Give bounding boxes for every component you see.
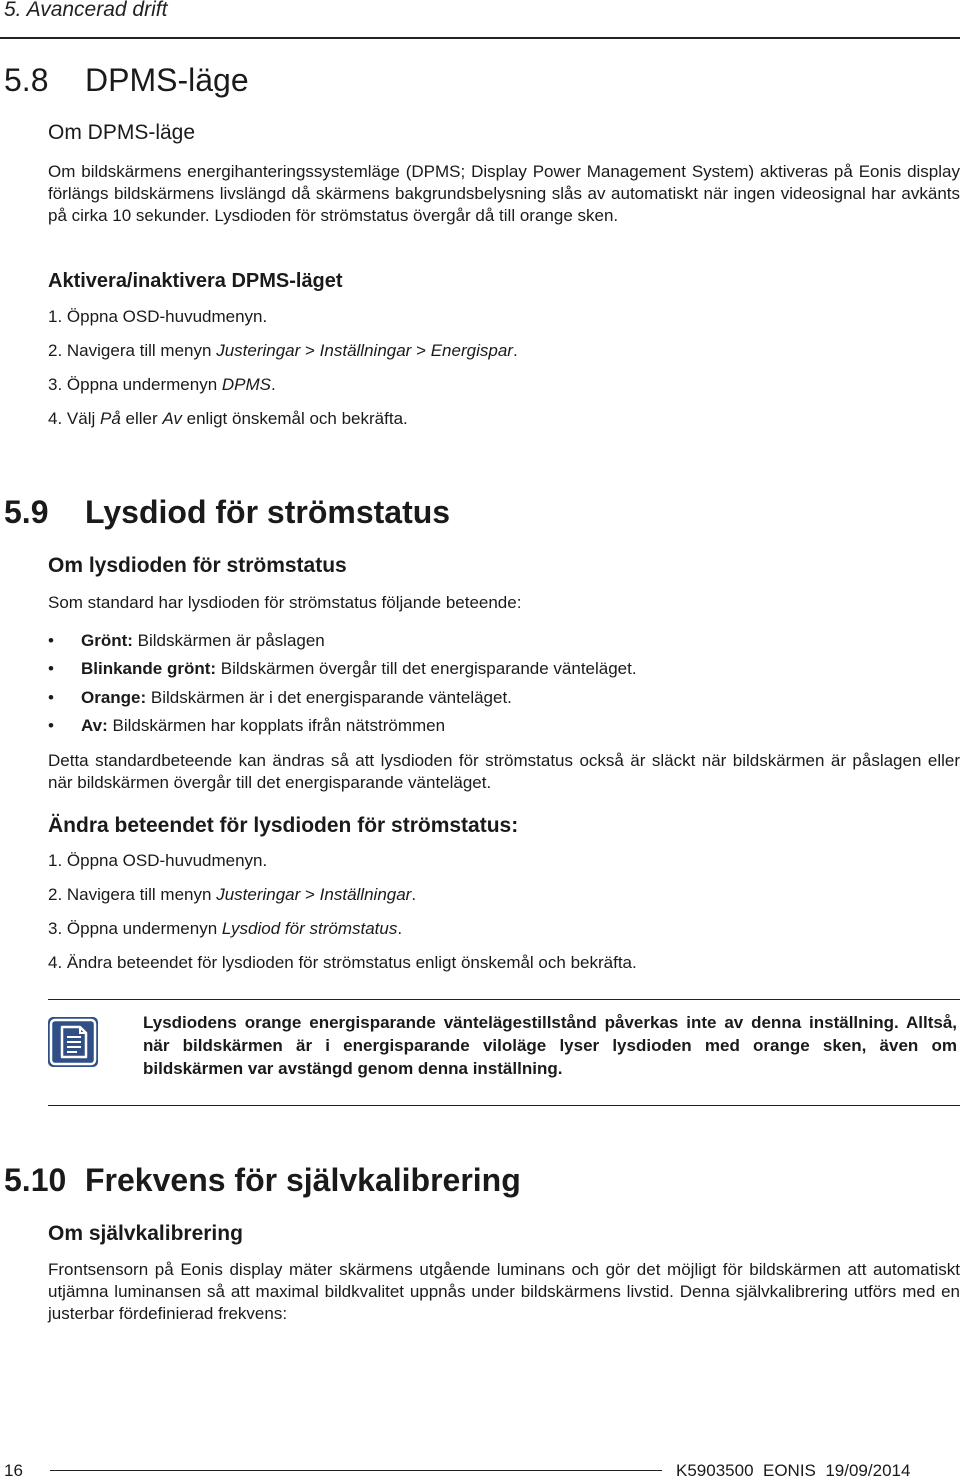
- header-rule: [0, 37, 960, 39]
- bullet-icon: •: [48, 659, 54, 678]
- paragraph: Frontsensorn på Eonis display mäter skärmens utgående luminans och gör det möjligt för bildskärmen att automatiskt utjämna luminansen så att maximal bildkvalitet uppnås under bildskärmens livstid. Denna självkalibrering utförs med en justerbar fördefinierad frekvens:: [48, 1260, 960, 1323]
- menu-path-item: Justeringar: [216, 885, 301, 904]
- bullet-icon: •: [48, 688, 54, 707]
- page-number: 16: [4, 1461, 23, 1480]
- step-2: 2. Navigera till menyn Justeringar > Inställningar.: [48, 885, 417, 904]
- section-title: Frekvens för självkalibrering: [85, 1162, 521, 1198]
- menu-path-item: DPMS: [221, 375, 272, 394]
- section-number: 5.9: [4, 494, 49, 530]
- procedure-heading: Ändra beteendet för lysdioden för strömstatus:: [48, 814, 519, 837]
- note-top-rule: [48, 999, 960, 1000]
- paragraph: Som standard har lysdioden för strömstatus följande beteende:: [48, 593, 522, 612]
- paragraph: Om bildskärmens energihanteringssystemläge (DPMS; Display Power Management System) aktiveras på Eonis display förlängs bildskärmens livslängd då skärmens bakgrundsbelysning slås av automatiskt när ingen videosignal har avkänts på cirka 10 sekunder. Lysdioden för strömstatus övergår då till orange sken.: [48, 162, 960, 225]
- procedure-heading: Aktivera/inaktivera DPMS-läget: [48, 270, 343, 292]
- step-3: 3. Öppna undermenyn DPMS.: [48, 375, 276, 394]
- menu-path-item: Lysdiod för strömstatus: [221, 919, 398, 938]
- step-2: 2. Navigera till menyn Justeringar > Inställningar > Energispar.: [48, 341, 518, 360]
- menu-path-item: Inställningar: [319, 341, 412, 360]
- section-number: 5.8: [4, 62, 49, 98]
- step-4: 4. Välj På eller Av enligt önskemål och bekräfta.: [48, 409, 408, 428]
- step-1: 1. Öppna OSD-huvudmenyn.: [48, 851, 268, 870]
- bullet-icon: •: [48, 716, 54, 735]
- section-title: Lysdiod för strömstatus: [85, 494, 451, 530]
- footer-rule: [50, 1470, 662, 1471]
- section-title: DPMS-läge: [85, 62, 249, 98]
- document-id: K5903500 EONIS 19/09/2014: [676, 1461, 911, 1480]
- option-on: På: [99, 409, 121, 428]
- running-header: 5. Avancerad drift: [4, 0, 168, 21]
- step-4: 4. Ändra beteendet för lysdioden för strömstatus enligt önskemål och bekräfta.: [48, 953, 637, 972]
- note-icon: [47, 1016, 99, 1068]
- subsection-heading: Om lysdioden för strömstatus: [48, 554, 347, 577]
- paragraph: Detta standardbeteende kan ändras så att lysdioden för strömstatus också är släckt när bildskärmen är påslagen eller när bildskärmen övergår till det energisparande vänteläget.: [48, 751, 960, 792]
- menu-path-item: Energispar: [430, 341, 513, 360]
- subsection-heading: Om självkalibrering: [48, 1222, 243, 1245]
- step-3: 3. Öppna undermenyn Lysdiod för strömstatus.: [48, 919, 403, 938]
- menu-path-item: Inställningar: [319, 885, 412, 904]
- note-text: Lysdiodens orange energisparande väntelägestillstånd påverkas inte av denna inställning. Alltså, när bildskärmen är i energisparande viloläge lyser lysdioden med orange sken, även om bildskärmen var avstängd genom denna inställning.: [143, 1013, 957, 1078]
- step-1: 1. Öppna OSD-huvudmenyn.: [48, 307, 268, 326]
- option-off: Av: [162, 409, 182, 428]
- section-number: 5.10: [4, 1162, 67, 1198]
- bullet-icon: •: [48, 631, 54, 650]
- subsection-heading: Om DPMS-läge: [48, 121, 196, 144]
- menu-path-item: Justeringar: [216, 341, 301, 360]
- note-bottom-rule: [48, 1105, 960, 1106]
